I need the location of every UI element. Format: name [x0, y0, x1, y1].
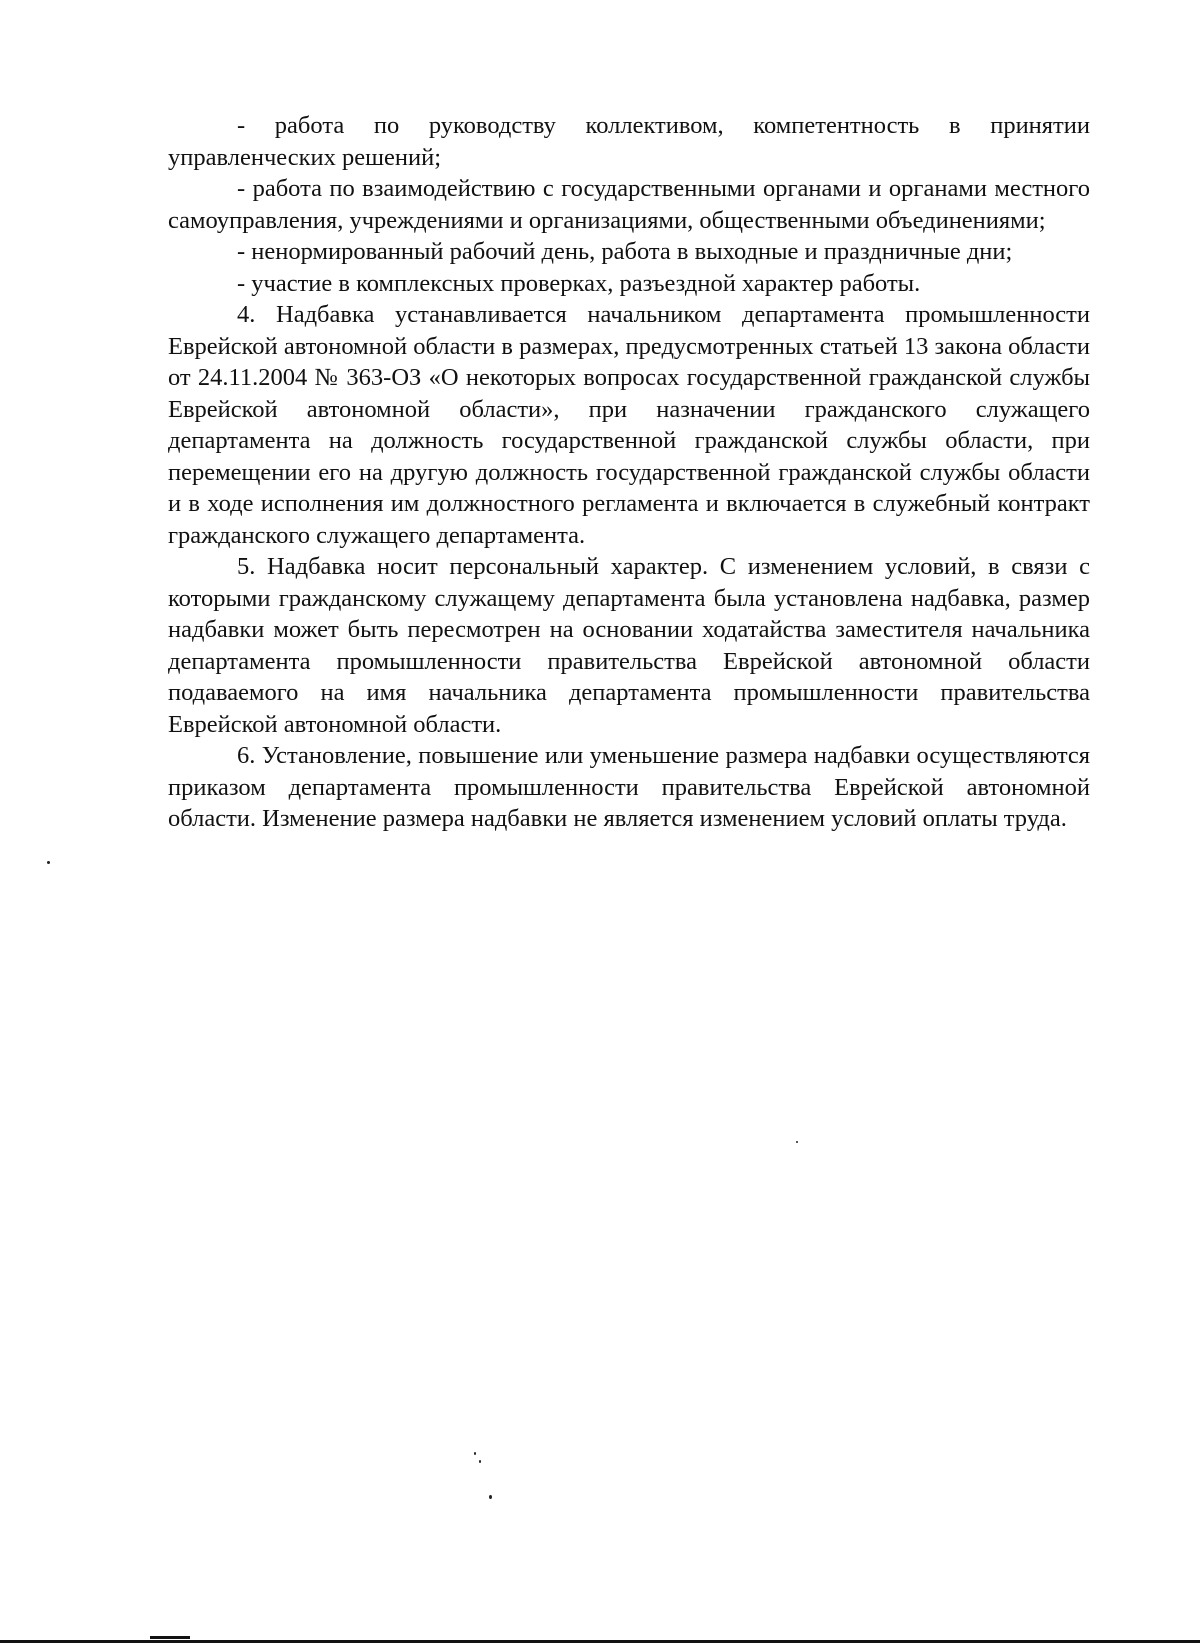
paragraph-bullet-inspections: - участие в комплексных проверках, разъездной характер работы. [237, 269, 921, 297]
scan-edge-stub [150, 1636, 190, 1639]
scan-speck [479, 1460, 481, 1463]
scan-bottom-edge [0, 1640, 1200, 1643]
scan-speck [796, 1141, 798, 1143]
scan-speck [47, 861, 50, 864]
scan-speck [489, 1495, 492, 1499]
paragraph-bullet-management: - работа по руководству коллективом, компетентность в принятии управленческих решений; [168, 112, 1090, 171]
paragraph-clause-5: 5. Надбавка носит персональный характер. С изменением условий, в связи с которыми гражданскому служащему департамента была установлена надбавка, размер надбавки может быть пересмотрен на основании ходатайства заместителя начальника департамента промышленности правительства Еврейской автономной области подаваемого на имя начальника департамента промышленности правительства Еврейской автономной области. [168, 553, 1090, 738]
document-body [168, 110, 1090, 835]
paragraph-clause-6: 6. Установление, повышение или уменьшение размера надбавки осуществляются приказом департамента промышленности правительства Еврейской автономной области. Изменение размера надбавки не является изменением условий оплаты труда. [168, 742, 1090, 832]
paragraph-bullet-workday: - ненормированный рабочий день, работа в выходные и праздничные дни; [237, 238, 1013, 265]
paragraph-clause-4: 4. Надбавка устанавливается начальником департамента промышленности Еврейской автономной области в размерах, предусмотренных статьей 13 закона области от 24.11.2004 № 363-ОЗ «О некоторых вопросах государственной гражданской службы Еврейской автономной области», при назначении гражданского служащего департамента на должность государственной гражданской службы области, при перемещении его на другую должность государственной гражданской службы области и в ходе исполнения им должностного регламента и включается в служебный контракт гражданского служащего департамента. [168, 301, 1090, 549]
paragraph-bullet-interaction: - работа по взаимодействию с государственными органами и органами местного самоуправления, учреждениями и организациями, общественными объединениями; [168, 175, 1090, 234]
scan-speck [474, 1452, 476, 1455]
